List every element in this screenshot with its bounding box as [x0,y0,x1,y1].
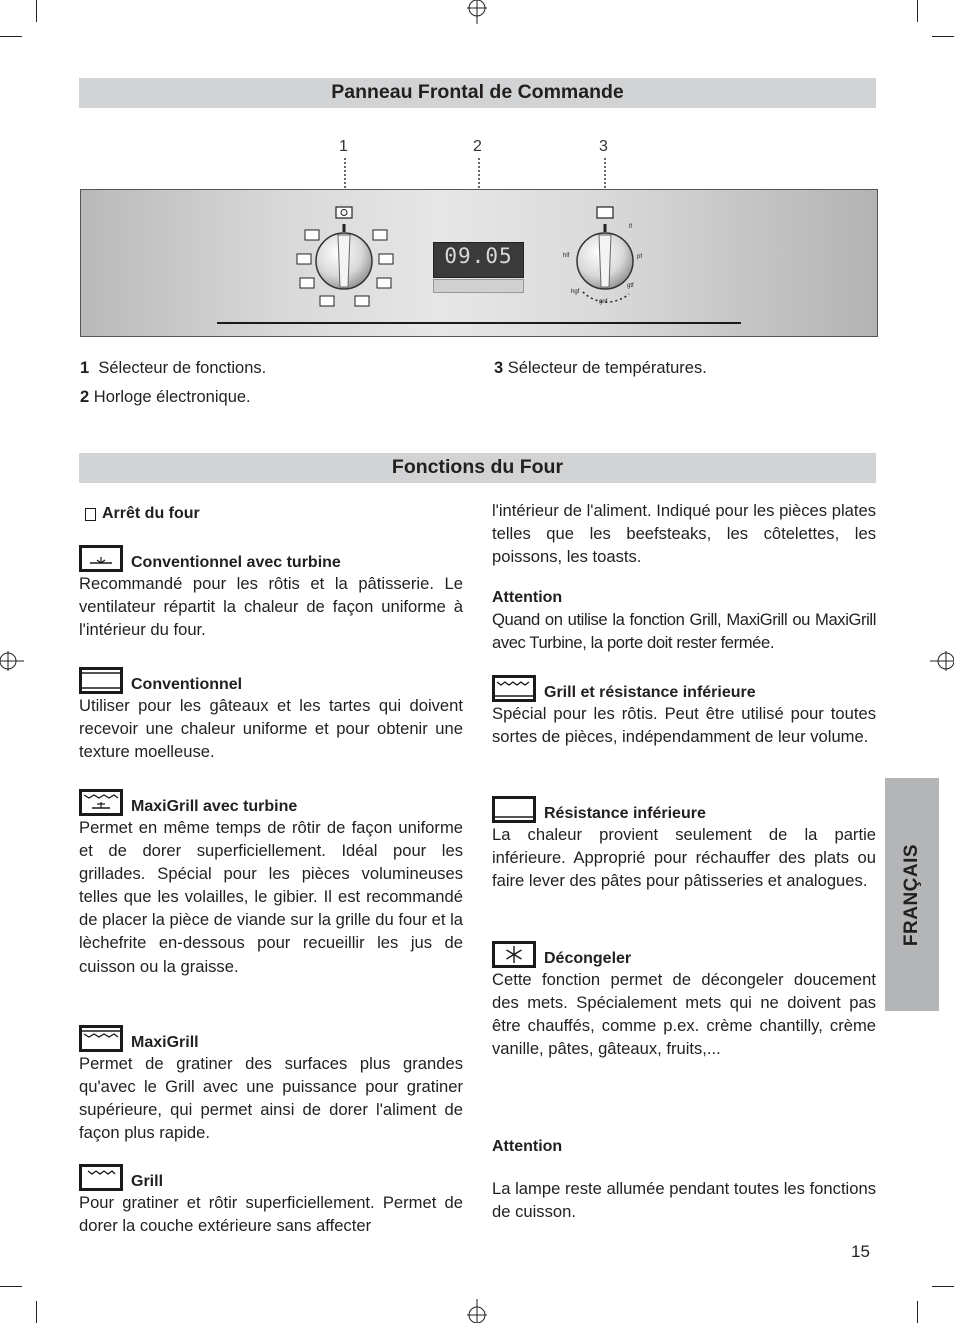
function-title: MaxiGrill [131,1034,199,1051]
callout-number: 1 [339,138,348,155]
function-title: Grill [131,1173,164,1190]
registration-mark-icon [930,649,954,673]
crop-mark [917,1301,918,1323]
grill-icon [79,1164,123,1191]
attention-title: Attention [492,1138,563,1155]
temp-label: lf [629,224,632,230]
electronic-clock[interactable] [433,242,524,294]
crop-mark [0,1286,22,1287]
legend-number: 3 [494,359,504,377]
function-description: La chaleur provient seulement de la partie inférieure. Approprié pour réchauffer des plats ou faire lever des pâtes pour pâtisseries et analogues. [492,825,876,891]
attention-note [492,587,876,654]
function-title: Conventionnel [131,676,243,693]
function-convection [79,545,463,641]
legend-number: 2 [80,388,90,406]
temp-label: hlf [563,253,570,259]
function-description: Recommandé pour les rôtis et la pâtisserie. Le ventilateur répartit la chaleur de façon uniforme à l'intérieur du four. [79,574,463,640]
function-bottom-heat [492,796,876,892]
attention-note [492,1136,876,1223]
legend-number: 1 [80,359,90,377]
convection-fan-icon [79,545,123,572]
function-title: Grill et résistance inférieure [544,684,756,701]
temperature-selector-knob[interactable] [563,202,673,312]
power-off-icon [85,508,96,521]
function-title: Arrêt du four [102,505,200,522]
crop-mark [36,1301,37,1323]
temp-label: pf [637,254,643,260]
registration-mark-icon [465,0,489,24]
control-panel-illustration [80,189,878,337]
function-description: l'intérieur de l'aliment. Indiqué pour les pièces plates telles que les beefsteaks, les côtelettes, les poissons, les toasts. [492,501,876,567]
function-description: Permet en même temps de rôtir de façon uniforme et de dorer superficiellement. Idéal pour les grillades. Spécial pour les pièces volumineuses telles que les volailles, le gibier. Il est recommandé de placer la pièce de viande sur la grille du four et la lèchefrite en-dessous pour recueillir les jus de cuisson ou la graisse. [79,818,463,976]
function-title: Résistance inférieure [544,805,706,822]
crop-mark [932,36,954,37]
legend-item [80,388,251,407]
registration-mark-icon [0,649,24,673]
function-defrost [492,941,876,1060]
bottom-heat-icon [492,796,536,823]
clock-buttons[interactable] [433,279,524,293]
crop-mark [932,1286,954,1287]
crop-mark [917,0,918,22]
function-grill [79,1164,463,1237]
legend-text: Sélecteur de fonctions. [98,359,267,377]
callout-number: 3 [599,138,608,155]
function-off [85,505,465,523]
function-description: Spécial pour les rôtis. Peut être utilisé pour toutes sortes de pièces, indépendamment de leur volume. [492,704,876,747]
function-title: Conventionnel avec turbine [131,554,341,571]
function-maxigrill-fan [79,789,463,978]
language-tab-label: FRANÇAIS [901,843,922,946]
function-description: Cette fonction permet de décongeler doucement des mets. Spécialement mets qui ne doivent pas être chauffés, comme p.ex. crème chantilly, crème vanille, pâtes, gâteaux, fruits,... [492,970,876,1059]
function-maxigrill [79,1025,463,1144]
registration-mark-icon [465,1299,489,1323]
function-title: MaxiGrill avec turbine [131,798,298,815]
function-description: Permet de gratiner des surfaces plus grandes qu'avec le Grill avec une puissance pour gratiner supérieure, qui permet ainsi de dorer l'aliment de façon plus rapide. [79,1054,463,1143]
function-description: Utiliser pour les gâteaux et les tartes qui doivent recevoir une chaleur uniforme et pour obtenir une texture moelleuse. [79,696,463,762]
clock-display: 09.05 [433,242,524,278]
maxigrill-icon [79,1025,123,1052]
legend-item [80,359,266,378]
maxigrill-fan-icon [79,789,123,816]
function-title: Décongeler [544,950,632,967]
page-number: 15 [851,1242,870,1261]
function-grill-continued [492,499,876,568]
function-conventional [79,667,463,763]
attention-text: La lampe reste allumée pendant toutes les fonctions de cuisson. [492,1179,876,1222]
temp-label: hgf [571,289,580,295]
language-tab [885,778,939,1011]
attention-text: Quand on utilise la fonction Grill, MaxiGrill ou MaxiGrill avec Turbine, la porte doit rester fermée. [492,610,876,653]
legend-item [494,359,707,378]
section-title-panel: Panneau Frontal de Commande [79,78,876,108]
callout-number: 2 [473,138,482,155]
top-bottom-heat-icon [79,667,123,694]
function-selector-knob[interactable] [291,202,401,312]
snowflake-icon [492,941,536,968]
crop-mark [36,0,37,22]
section-title-functions: Fonctions du Four [79,453,876,483]
crop-mark [0,36,22,37]
legend-text: Sélecteur de températures. [507,359,707,377]
grill-bottom-heat-icon [492,675,536,702]
legend-text: Horloge électronique. [93,388,251,406]
temp-label: gtf [627,283,634,289]
function-grill-bottom [492,675,876,748]
function-description: Pour gratiner et rôtir superficiellement. Permet de dorer la couche extérieure sans affecter [79,1193,463,1236]
temp-label: gnf [599,299,608,305]
attention-title: Attention [492,589,563,606]
